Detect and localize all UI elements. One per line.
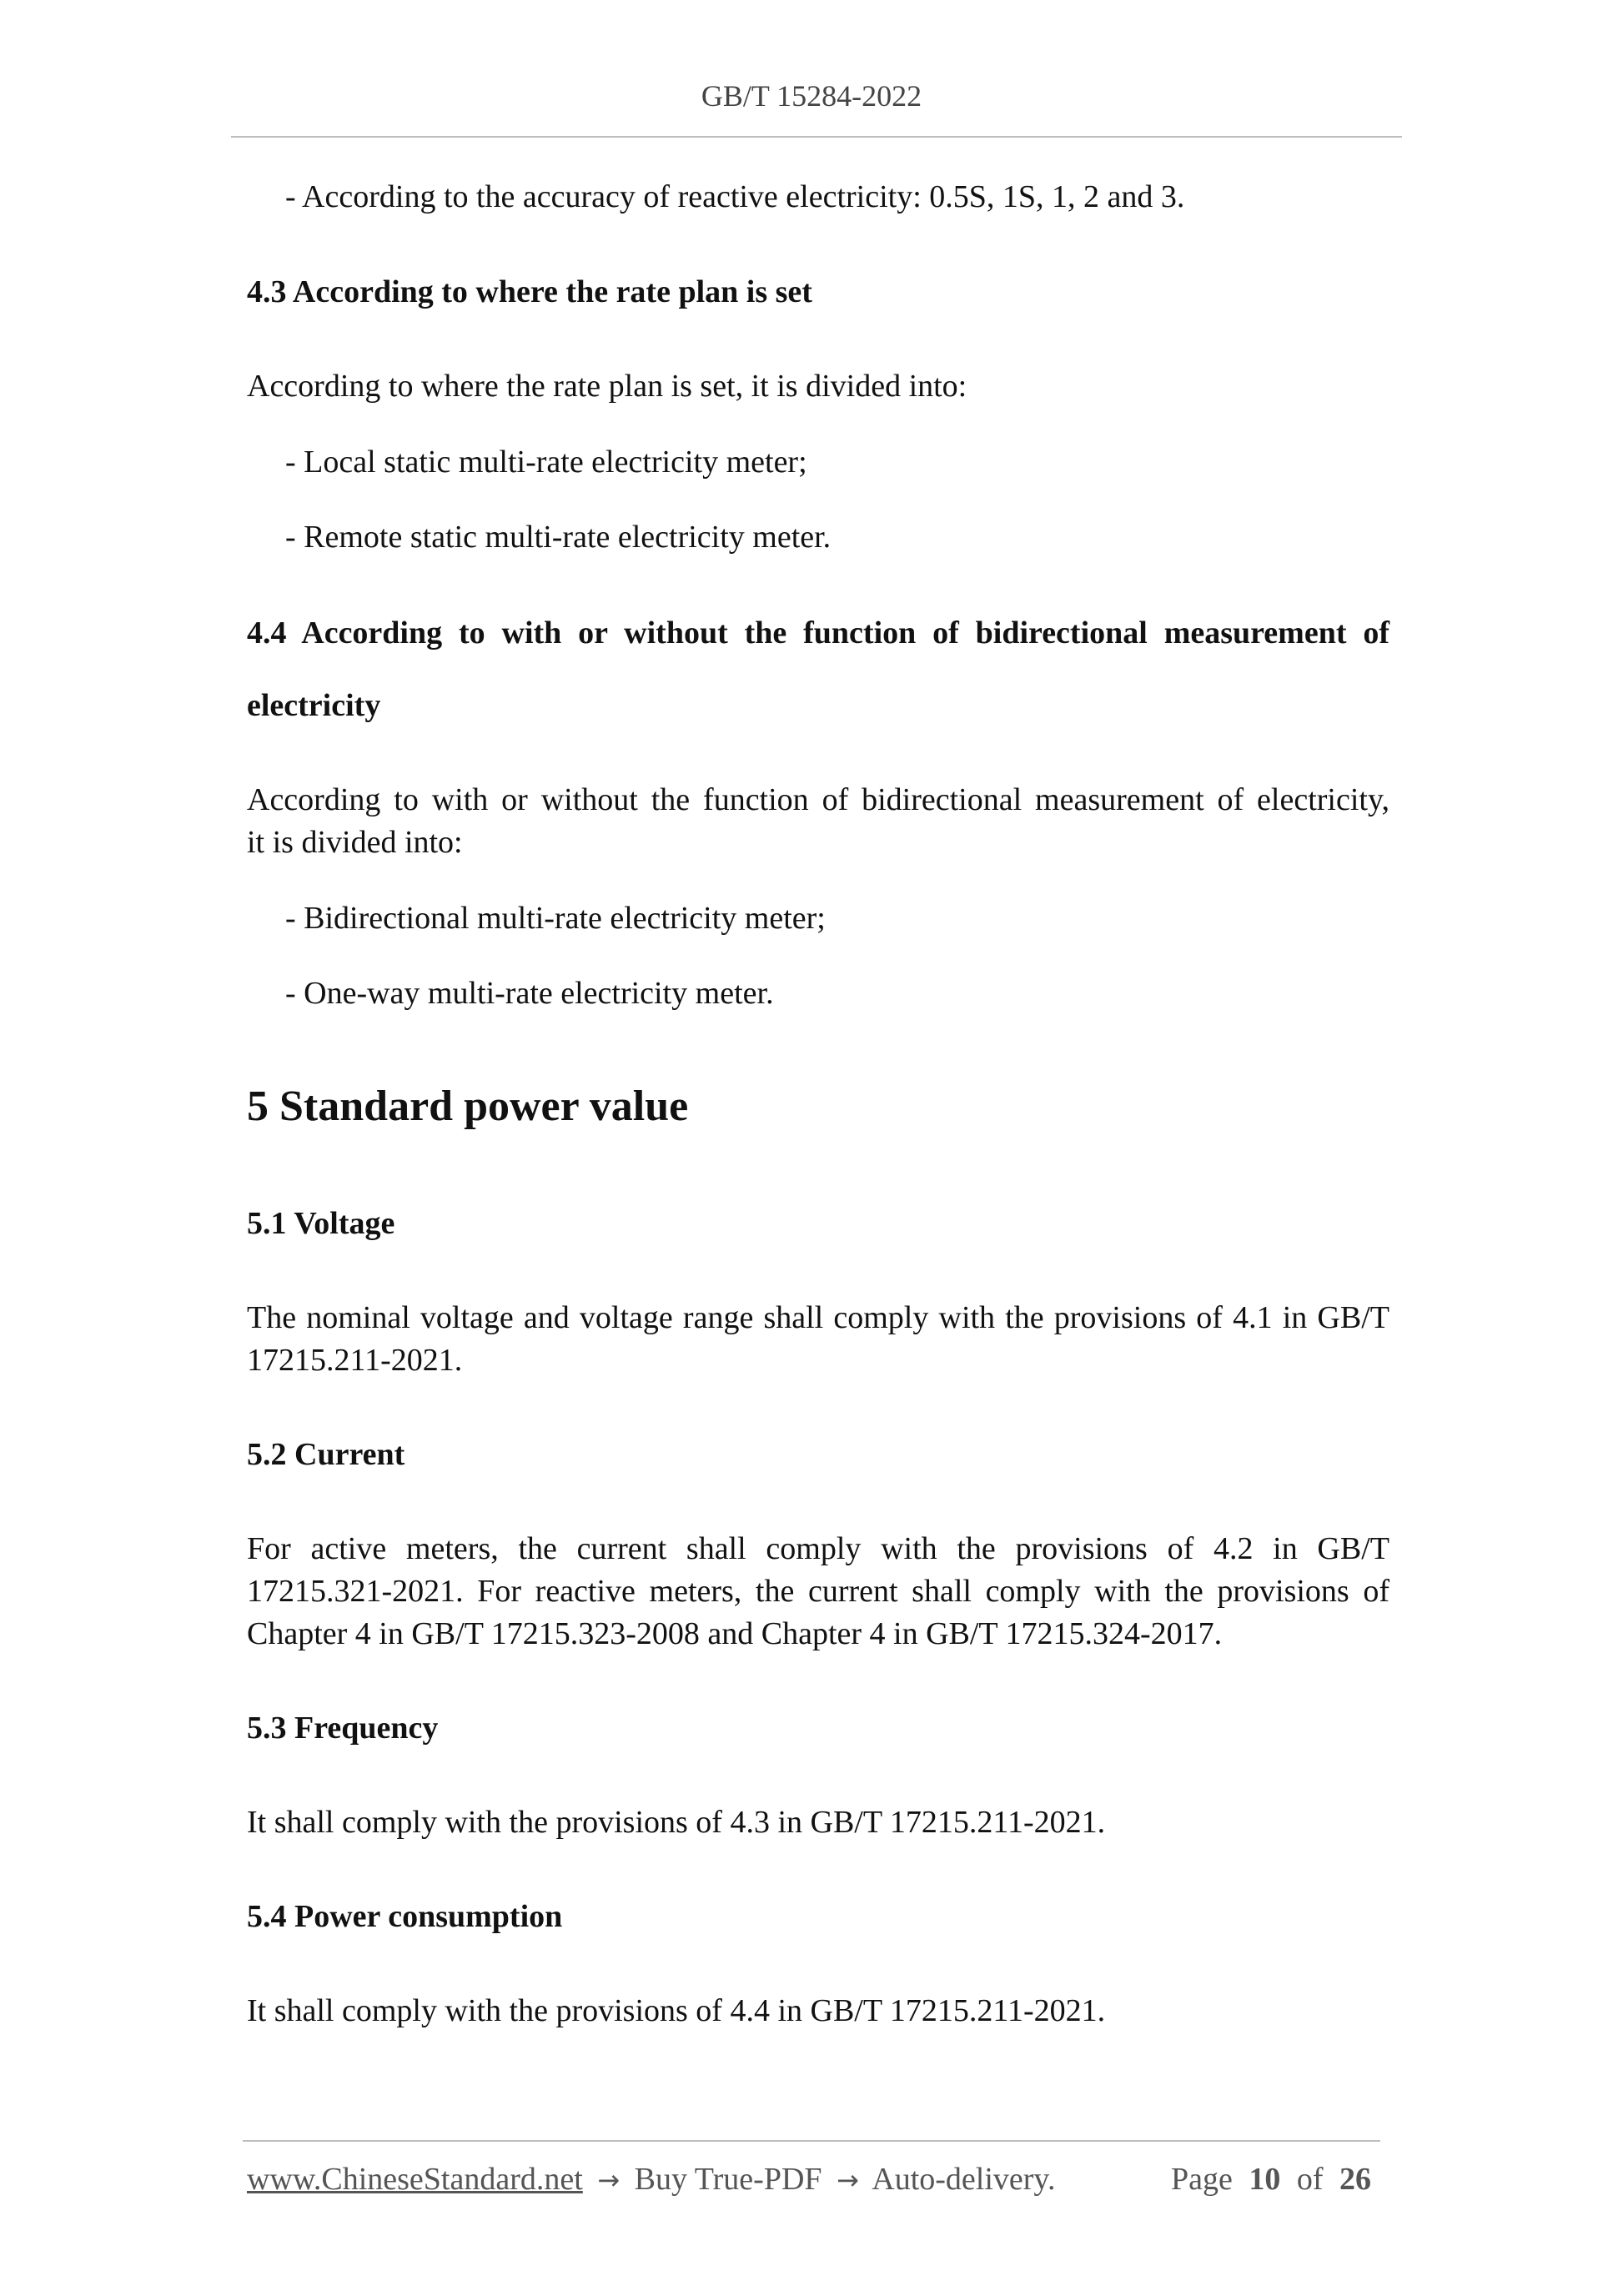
of-word: of bbox=[1296, 2162, 1324, 2197]
arrow-right-icon: → bbox=[837, 2164, 859, 2196]
section-5-4-text: It shall comply with the provisions of 4.4 in GB/T 17215.211-2021. bbox=[247, 1993, 1106, 2028]
site-link[interactable]: www.ChineseStandard.net bbox=[247, 2162, 583, 2197]
section-5-3-heading: 5.3 Frequency bbox=[247, 1711, 439, 1746]
section-4-3-intro: According to where the rate plan is set, it is divided into: bbox=[247, 369, 967, 404]
page-total: 26 bbox=[1339, 2162, 1371, 2197]
section-5-2-text-end: Chapter 4 in GB/T 17215.323-2008 and Chapter 4 in GB/T 17215.324-2017. bbox=[247, 1616, 1223, 1651]
section-5-1-text: The nominal voltage and voltage range shall comply with the provisions of 4.1 in GB/T bbox=[247, 1300, 1389, 1335]
list-item: - Remote static multi-rate electricity meter. bbox=[285, 520, 832, 555]
auto-delivery-text: Auto-delivery. bbox=[872, 2162, 1056, 2197]
section-5-2-text-cont: 17215.321-2021. For reactive meters, the current shall comply with the provisions of bbox=[247, 1574, 1389, 1609]
section-5-4-heading: 5.4 Power consumption bbox=[247, 1899, 563, 1934]
section-5-1-text-cont: 17215.211-2021. bbox=[247, 1343, 463, 1378]
list-item: - One-way multi-rate electricity meter. bbox=[285, 976, 774, 1011]
page-footer bbox=[247, 2158, 1379, 2202]
page-word: Page bbox=[1170, 2162, 1233, 2197]
arrow-right-icon: → bbox=[597, 2164, 621, 2196]
page-number: 10 bbox=[1249, 2162, 1281, 2197]
buy-true-pdf-text: Buy True-PDF bbox=[634, 2162, 822, 2197]
section-4-4-heading: 4.4 According to with or without the function of bidirectional measurement of bbox=[247, 615, 1389, 651]
list-item: - Bidirectional multi-rate electricity meter; bbox=[285, 901, 826, 936]
page-counter bbox=[1171, 2158, 1379, 2201]
chapter-5-heading: 5 Standard power value bbox=[247, 1083, 689, 1130]
section-5-2-text: For active meters, the current shall comply with the provisions of 4.2 in GB/T bbox=[247, 1531, 1389, 1566]
section-5-2-heading: 5.2 Current bbox=[247, 1437, 405, 1472]
list-item: - Local static multi-rate electricity meter; bbox=[285, 445, 807, 480]
header-divider bbox=[231, 136, 1402, 138]
section-4-4-intro-cont: it is divided into: bbox=[247, 825, 463, 860]
section-4-4-intro: According to with or without the function of bidirectional measurement of electricity, bbox=[247, 782, 1389, 817]
reactive-accuracy-item: - According to the accuracy of reactive electricity: 0.5S, 1S, 1, 2 and 3. bbox=[285, 179, 1185, 214]
section-5-3-text: It shall comply with the provisions of 4.3 in GB/T 17215.211-2021. bbox=[247, 1805, 1106, 1840]
standard-code-header: GB/T 15284-2022 bbox=[701, 79, 922, 113]
section-4-4-heading-cont: electricity bbox=[247, 688, 381, 723]
section-5-1-heading: 5.1 Voltage bbox=[247, 1206, 395, 1241]
section-4-3-heading: 4.3 According to where the rate plan is set bbox=[247, 274, 812, 309]
footer-divider bbox=[243, 2140, 1380, 2142]
